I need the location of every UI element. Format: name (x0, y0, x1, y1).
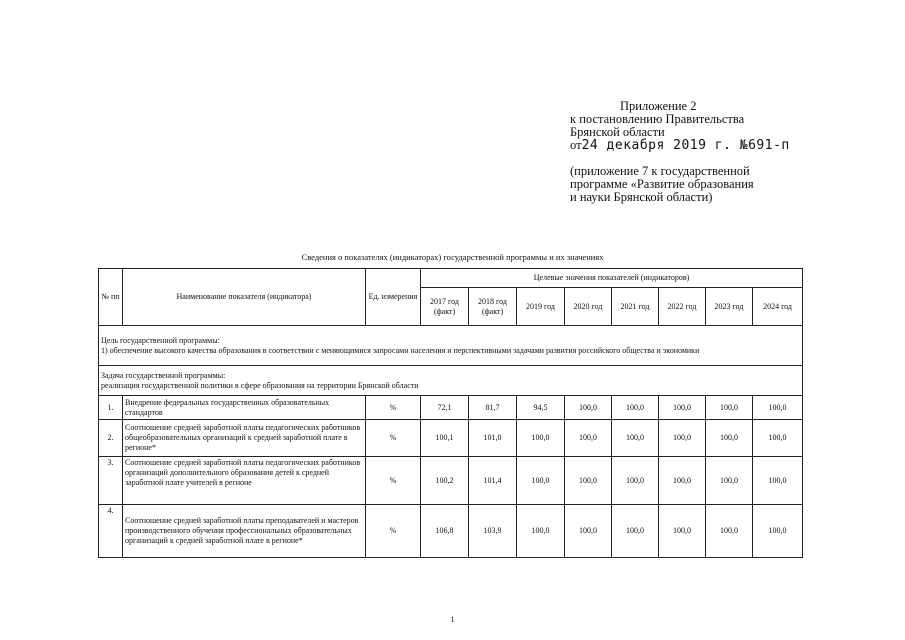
row-value: 100,0 (706, 420, 753, 457)
row-value: 100,0 (517, 457, 565, 505)
header-year: 2019 год (517, 288, 565, 326)
table-title: Сведения о показателях (индикаторах) государственной программы и их значениях (301, 252, 604, 262)
row-value: 100,0 (612, 505, 659, 558)
header-year: 2023 год (706, 288, 753, 326)
row-unit: % (366, 505, 421, 558)
task-section: Задача государственной программы: реализация государственной политики в сфере образования на территории Брянской области (99, 366, 803, 396)
row-name: Соотношение средней заработной платы преподавателей и мастеров производственного обучения профессиональных образовательных организаций к средней заработной плате в регионе* (123, 505, 366, 558)
row-unit: % (366, 457, 421, 505)
row-value: 100,0 (517, 420, 565, 457)
appendix-line2: к постановлению Правительства (570, 112, 745, 126)
row-value: 100,0 (612, 396, 659, 420)
row-value: 100,0 (612, 457, 659, 505)
row-value: 106,8 (421, 505, 469, 558)
row-number: 3. (99, 457, 123, 505)
row-value: 100,0 (517, 505, 565, 558)
table-row (99, 505, 803, 558)
row-value: 100,0 (706, 457, 753, 505)
row-value: 100,0 (706, 505, 753, 558)
row-value: 100,0 (565, 505, 612, 558)
row-number: 2. (99, 420, 123, 457)
row-value: 100,0 (706, 396, 753, 420)
appendix-line3: Брянской области (570, 125, 665, 139)
goal-section: Цель государственной программы: 1) обеспечение высокого качества образования в соответствии с меняющимися запросами населения и перспективными задачами развития российского общества и экономики (99, 326, 803, 366)
header-year: 2017 год (факт) (421, 288, 469, 326)
row-value: 100,0 (753, 420, 803, 457)
row-value: 72,1 (421, 396, 469, 420)
indicators-table (98, 268, 803, 558)
table-row (99, 420, 803, 457)
appendix-date-line (570, 139, 870, 152)
header-name: Наименование показателя (индикатора) (123, 269, 366, 326)
row-name: Внедрение федеральных государственных образовательных стандартов (123, 396, 366, 420)
row-unit: % (366, 396, 421, 420)
row-value: 100,0 (612, 420, 659, 457)
row-value: 100,0 (753, 396, 803, 420)
row-number: 4. (99, 505, 123, 558)
appendix-note-line3: и науки Брянской области) (570, 190, 713, 204)
row-value: 100,0 (659, 420, 706, 457)
row-name: Соотношение средней заработной платы педагогических работников организаций дополнительного образования детей к средней заработной плате учителей в регионе (123, 457, 366, 505)
row-value: 100,0 (565, 420, 612, 457)
header-year: 2018 год (факт) (469, 288, 517, 326)
header-num: № пп (99, 269, 123, 326)
row-value: 81,7 (469, 396, 517, 420)
row-number: 1. (99, 396, 123, 420)
row-value: 103,9 (469, 505, 517, 558)
row-value: 100,2 (421, 457, 469, 505)
header-unit: Ед. измерения (366, 269, 421, 326)
header-year: 2020 год (565, 288, 612, 326)
appendix-note-line2: программе «Развитие образования (570, 177, 754, 191)
table-row (99, 457, 803, 505)
row-value: 100,0 (659, 505, 706, 558)
row-name: Соотношение средней заработной платы педагогических работников общеобразовательных организаций к средней заработной плате в регионе* (123, 420, 366, 457)
appendix-date-number: 24 декабря 2019 г. №691-п (581, 138, 790, 153)
row-value: 101,0 (469, 420, 517, 457)
row-value: 100,0 (565, 396, 612, 420)
header-year: 2024 год (753, 288, 803, 326)
appendix-ot: от (570, 138, 582, 152)
appendix-note-line1: (приложение 7 к государственной (570, 164, 750, 178)
row-value: 100,1 (421, 420, 469, 457)
row-value: 94,5 (517, 396, 565, 420)
row-value: 101,4 (469, 457, 517, 505)
row-value: 100,0 (753, 505, 803, 558)
header-target-values: Целевые значения показателей (индикаторов) (421, 269, 803, 288)
row-value: 100,0 (659, 396, 706, 420)
row-value: 100,0 (753, 457, 803, 505)
row-value: 100,0 (659, 457, 706, 505)
appendix-title: Приложение 2 (620, 99, 697, 113)
row-unit: % (366, 420, 421, 457)
appendix-block (570, 100, 870, 204)
header-year: 2022 год (659, 288, 706, 326)
table-row (99, 396, 803, 420)
row-value: 100,0 (565, 457, 612, 505)
header-year: 2021 год (612, 288, 659, 326)
page-number: 1 (450, 615, 455, 624)
